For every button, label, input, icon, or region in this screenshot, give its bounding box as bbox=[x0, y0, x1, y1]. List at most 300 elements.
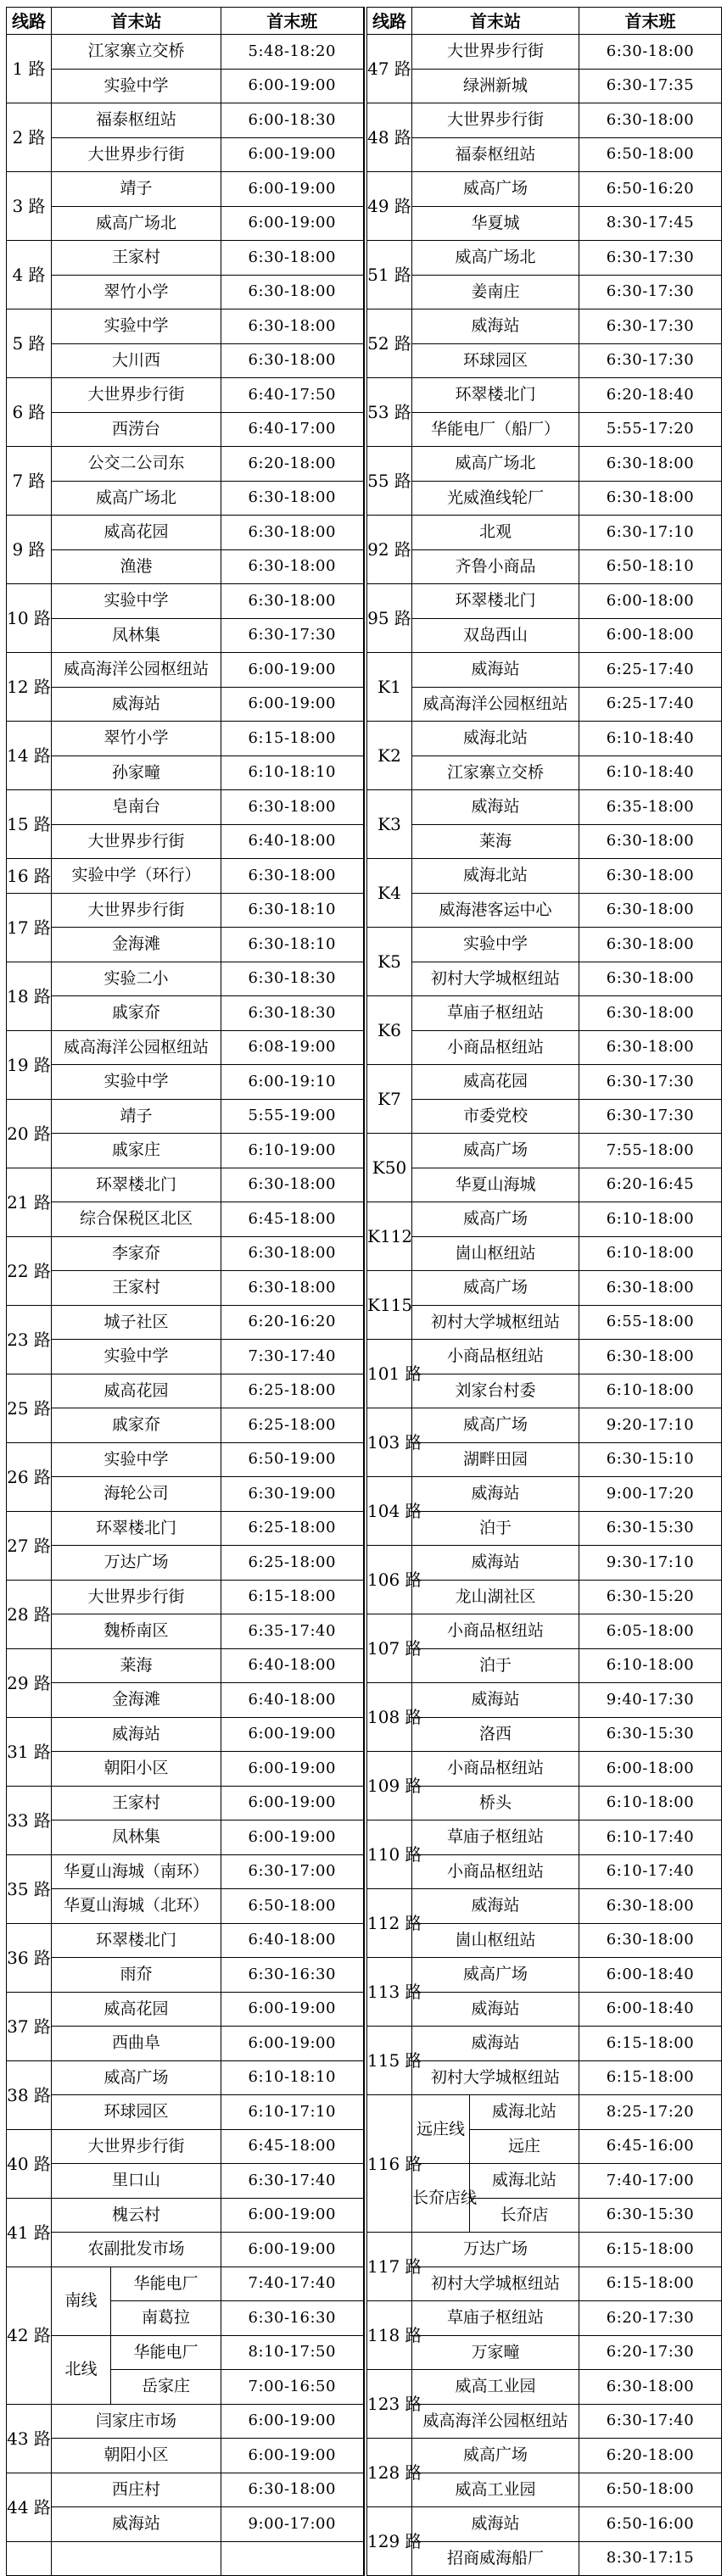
time-cell: 6:30-18:00 bbox=[221, 549, 364, 584]
time-cell: 6:35-17:40 bbox=[221, 1614, 364, 1649]
time-cell: 6:30-18:10 bbox=[221, 893, 364, 928]
time-cell: 6:30-16:30 bbox=[221, 1958, 364, 1993]
table-row bbox=[367, 516, 722, 550]
time-cell: 6:30-18:00 bbox=[221, 1168, 364, 1202]
stop-cell: 西曲阜 bbox=[52, 2027, 221, 2061]
stop-cell: 大世界步行街 bbox=[52, 824, 221, 859]
stop-cell: 大世界步行街 bbox=[52, 893, 221, 928]
route-cell: 33 路 bbox=[7, 1786, 52, 1854]
route-cell: 112 路 bbox=[367, 1889, 412, 1958]
time-cell: 6:00-19:00 bbox=[221, 69, 364, 103]
table-row bbox=[367, 378, 722, 413]
stop-cell: 戚家夼 bbox=[52, 1408, 221, 1443]
route-cell: 12 路 bbox=[7, 653, 52, 722]
time-cell: 6:25-18:00 bbox=[221, 1546, 364, 1581]
table-row bbox=[7, 2129, 364, 2164]
stop-cell: 翠竹小学 bbox=[52, 275, 221, 309]
stop-cell: 环翠楼北门 bbox=[52, 1511, 221, 1546]
time-cell: 5:55-17:20 bbox=[579, 412, 722, 447]
route-cell: 109 路 bbox=[367, 1752, 412, 1820]
stop-cell: 威高广场北 bbox=[412, 241, 579, 276]
time-cell: 6:30-18:00 bbox=[221, 584, 364, 619]
table-row bbox=[7, 996, 364, 1031]
table-row bbox=[7, 962, 364, 996]
table-row bbox=[7, 481, 364, 516]
stop-cell: 皂南台 bbox=[52, 790, 221, 825]
time-cell: 6:30-17:40 bbox=[221, 2164, 364, 2199]
time-cell: 6:10-19:00 bbox=[221, 1134, 364, 1168]
time-cell: 6:35-18:00 bbox=[579, 790, 722, 825]
time-cell bbox=[221, 2541, 364, 2576]
stop-cell: 威海北站 bbox=[470, 2095, 579, 2130]
time-cell: 6:30-18:30 bbox=[221, 962, 364, 996]
schedule-table-right bbox=[366, 7, 722, 2576]
time-cell: 6:30-18:00 bbox=[221, 790, 364, 825]
stop-cell: 凤林集 bbox=[52, 618, 221, 653]
table-row bbox=[7, 1168, 364, 1202]
stop-cell: 威高海洋公园枢纽站 bbox=[412, 687, 579, 722]
table-row bbox=[367, 309, 722, 344]
route-cell: 38 路 bbox=[7, 2060, 52, 2129]
stop-cell: 城子社区 bbox=[52, 1305, 221, 1340]
time-cell: 6:15-18:00 bbox=[579, 2267, 722, 2301]
stop-cell: 威海站 bbox=[412, 1477, 579, 1512]
table-row bbox=[7, 1134, 364, 1168]
time-cell: 6:05-18:00 bbox=[579, 1614, 722, 1649]
stop-cell: 实验中学 bbox=[52, 1065, 221, 1100]
time-cell: 7:40-17:00 bbox=[579, 2164, 722, 2199]
route-cell: K2 bbox=[367, 722, 412, 790]
time-cell: 6:10-18:10 bbox=[221, 756, 364, 790]
time-cell: 6:30-18:00 bbox=[579, 928, 722, 962]
stop-cell: 威海站 bbox=[52, 2507, 221, 2542]
stop-cell: 龙山湖社区 bbox=[412, 1580, 579, 1614]
stop-cell: 威海港客运中心 bbox=[412, 893, 579, 928]
stop-cell: 综合保税区北区 bbox=[52, 1202, 221, 1237]
time-cell: 6:30-18:00 bbox=[579, 1889, 722, 1924]
table-row bbox=[367, 2507, 722, 2542]
time-cell: 8:10-17:50 bbox=[221, 2335, 364, 2370]
stop-cell: 朝阳小区 bbox=[52, 2439, 221, 2473]
table-row bbox=[367, 722, 722, 756]
table-row bbox=[367, 549, 722, 584]
time-cell: 6:30-18:00 bbox=[221, 481, 364, 516]
stop-cell: 实验中学 bbox=[52, 309, 221, 344]
stop-cell: 北观 bbox=[412, 516, 579, 550]
route-cell: K4 bbox=[367, 859, 412, 928]
table-row bbox=[7, 1099, 364, 1134]
time-cell: 6:30-18:00 bbox=[579, 2370, 722, 2405]
time-cell: 6:25-18:00 bbox=[221, 1511, 364, 1546]
header-row bbox=[7, 8, 364, 35]
route-cell: 104 路 bbox=[367, 1477, 412, 1546]
route-cell: 110 路 bbox=[367, 1820, 412, 1889]
stop-cell: 靖子 bbox=[52, 1099, 221, 1134]
route-cell: K7 bbox=[367, 1065, 412, 1134]
time-cell: 6:30-18:00 bbox=[579, 1271, 722, 1306]
route-cell: K50 bbox=[367, 1134, 412, 1202]
table-row bbox=[367, 481, 722, 516]
time-cell: 6:50-18:00 bbox=[221, 1889, 364, 1924]
time-cell: 6:10-18:00 bbox=[579, 1648, 722, 1683]
stop-cell: 小商品枢纽站 bbox=[412, 1854, 579, 1889]
stop-cell: 华夏山海城（南环） bbox=[52, 1854, 221, 1889]
time-cell: 6:30-18:00 bbox=[579, 1340, 722, 1374]
stop-cell: 环翠楼北门 bbox=[412, 378, 579, 413]
stop-cell: 朝阳小区 bbox=[52, 1752, 221, 1787]
time-cell: 6:45-16:00 bbox=[579, 2129, 722, 2164]
table-row bbox=[367, 2233, 722, 2267]
table-row bbox=[7, 1683, 364, 1718]
time-cell: 6:30-18:00 bbox=[221, 343, 364, 378]
time-cell: 6:00-19:00 bbox=[221, 1786, 364, 1820]
time-cell: 6:00-19:00 bbox=[221, 2027, 364, 2061]
header-row bbox=[367, 8, 722, 35]
table-row bbox=[367, 2027, 722, 2061]
time-cell: 6:30-17:30 bbox=[579, 1099, 722, 1134]
stop-cell: 实验中学 bbox=[52, 584, 221, 619]
route-cell: 10 路 bbox=[7, 584, 52, 653]
route-cell: 108 路 bbox=[367, 1683, 412, 1752]
stop-cell: 泊于 bbox=[412, 1511, 579, 1546]
stop-cell: 初村大学城枢纽站 bbox=[412, 2267, 579, 2301]
stop-cell: 刘家台村委 bbox=[412, 1374, 579, 1408]
table-row bbox=[7, 928, 364, 962]
stop-cell: 福泰枢纽站 bbox=[52, 103, 221, 138]
table-row bbox=[367, 241, 722, 276]
table-row bbox=[367, 35, 722, 70]
time-cell: 6:10-18:10 bbox=[221, 2060, 364, 2095]
time-cell: 6:00-19:00 bbox=[221, 2404, 364, 2439]
table-row bbox=[7, 653, 364, 688]
stop-cell: 威海站 bbox=[52, 1717, 221, 1752]
table-row bbox=[367, 1099, 722, 1134]
stop-cell: 威海站 bbox=[412, 2027, 579, 2061]
stop-cell: 威高广场北 bbox=[52, 481, 221, 516]
table-row bbox=[7, 412, 364, 447]
time-cell: 6:10-18:00 bbox=[579, 1236, 722, 1271]
time-cell: 6:30-18:00 bbox=[579, 893, 722, 928]
stop-cell: 江家寨立交桥 bbox=[52, 35, 221, 70]
table-row bbox=[367, 756, 722, 790]
table-row bbox=[7, 2541, 364, 2576]
route-cell: K115 bbox=[367, 1271, 412, 1340]
stop-cell: 威海站 bbox=[52, 687, 221, 722]
route-cell: 27 路 bbox=[7, 1511, 52, 1580]
stop-cell: 大川西 bbox=[52, 343, 221, 378]
time-cell: 6:30-17:10 bbox=[579, 516, 722, 550]
table-row bbox=[367, 343, 722, 378]
time-cell: 6:30-18:00 bbox=[579, 447, 722, 482]
table-row bbox=[367, 584, 722, 619]
time-header: 首末班 bbox=[579, 8, 722, 35]
route-cell: 18 路 bbox=[7, 962, 52, 1030]
time-cell: 6:40-17:50 bbox=[221, 378, 364, 413]
route-cell: 19 路 bbox=[7, 1030, 52, 1099]
time-cell: 6:30-17:30 bbox=[221, 618, 364, 653]
stop-cell: 威海站 bbox=[412, 790, 579, 825]
time-cell: 5:48-18:20 bbox=[221, 35, 364, 70]
stop-cell: 远庄 bbox=[470, 2129, 579, 2164]
stop-cell: 威高广场北 bbox=[52, 206, 221, 241]
stop-cell: 槐云村 bbox=[52, 2198, 221, 2233]
bus-schedule-sheet bbox=[6, 7, 721, 2568]
table-row bbox=[367, 790, 722, 825]
table-row bbox=[367, 1030, 722, 1065]
table-row bbox=[7, 1065, 364, 1100]
stop-cell: 长夼店 bbox=[470, 2198, 579, 2233]
table-row bbox=[367, 206, 722, 241]
time-cell: 6:20-17:30 bbox=[579, 2301, 722, 2336]
table-row bbox=[7, 687, 364, 722]
stop-cell: 威海站 bbox=[412, 1992, 579, 2027]
table-row bbox=[7, 137, 364, 172]
time-cell: 6:30-15:20 bbox=[579, 1580, 722, 1614]
stop-cell: 齐鲁小商品 bbox=[412, 549, 579, 584]
route-cell: 42 路 bbox=[7, 2267, 52, 2404]
time-cell: 6:30-17:30 bbox=[579, 275, 722, 309]
stop-cell: 公交二公司东 bbox=[52, 447, 221, 482]
route-cell: 128 路 bbox=[367, 2439, 412, 2507]
table-row bbox=[367, 137, 722, 172]
time-cell: 6:10-18:40 bbox=[579, 722, 722, 756]
stop-cell: 大世界步行街 bbox=[52, 1580, 221, 1614]
stop-cell: 威高工业园 bbox=[412, 2370, 579, 2405]
stop-cell: 孙家疃 bbox=[52, 756, 221, 790]
table-row bbox=[7, 756, 364, 790]
stop-cell: 威高海洋公园枢纽站 bbox=[52, 653, 221, 688]
route-cell: 123 路 bbox=[367, 2370, 412, 2439]
table-row bbox=[7, 103, 364, 138]
time-cell: 6:25-18:00 bbox=[221, 1374, 364, 1408]
table-row bbox=[7, 2267, 364, 2301]
table-row bbox=[7, 2439, 364, 2473]
stop-cell: 渔港 bbox=[52, 549, 221, 584]
route-header: 线路 bbox=[367, 8, 412, 35]
table-row bbox=[7, 824, 364, 859]
route-cell: 95 路 bbox=[367, 584, 412, 653]
stop-cell: 小商品枢纽站 bbox=[412, 1614, 579, 1649]
table-row bbox=[367, 1546, 722, 1581]
time-cell: 6:00-19:00 bbox=[221, 2233, 364, 2267]
stop-cell: 威海站 bbox=[412, 1546, 579, 1581]
table-row bbox=[7, 2473, 364, 2507]
table-row bbox=[7, 35, 364, 70]
stop-cell: 威海北站 bbox=[470, 2164, 579, 2199]
time-cell: 6:08-19:00 bbox=[221, 1030, 364, 1065]
table-row bbox=[367, 1752, 722, 1787]
time-cell: 6:30-18:10 bbox=[221, 928, 364, 962]
stop-cell: 洛西 bbox=[412, 1717, 579, 1752]
table-row bbox=[7, 1992, 364, 2027]
stop-cell: 威高花园 bbox=[52, 1992, 221, 2027]
time-cell: 6:20-18:40 bbox=[579, 378, 722, 413]
stop-cell: 南葛拉 bbox=[111, 2301, 221, 2336]
route-cell: 2 路 bbox=[7, 103, 52, 172]
table-row bbox=[7, 1408, 364, 1443]
table-row bbox=[7, 2507, 364, 2542]
table-row bbox=[7, 1374, 364, 1408]
time-cell: 6:15-18:00 bbox=[221, 1580, 364, 1614]
stop-cell: 威高广场 bbox=[412, 1202, 579, 1237]
route-cell: 26 路 bbox=[7, 1442, 52, 1511]
table-row bbox=[7, 1236, 364, 1271]
route-cell: 107 路 bbox=[367, 1614, 412, 1683]
table-row bbox=[367, 103, 722, 138]
time-cell: 6:10-17:40 bbox=[579, 1854, 722, 1889]
time-cell: 6:20-16:45 bbox=[579, 1168, 722, 1202]
stop-cell: 雨夼 bbox=[52, 1958, 221, 1993]
stop-cell: 农副批发市场 bbox=[52, 2233, 221, 2267]
stop-cell: 华能电厂 bbox=[111, 2267, 221, 2301]
table-row bbox=[7, 1340, 364, 1374]
time-cell: 9:40-17:30 bbox=[579, 1683, 722, 1718]
route-cell: 52 路 bbox=[367, 309, 412, 378]
route-cell: 23 路 bbox=[7, 1305, 52, 1374]
time-cell: 6:10-17:40 bbox=[579, 1820, 722, 1855]
table-row bbox=[367, 2370, 722, 2405]
stop-cell: 环球园区 bbox=[52, 2095, 221, 2130]
route-cell: 48 路 bbox=[367, 103, 412, 172]
stop-cell: 威高花园 bbox=[52, 1374, 221, 1408]
stop-cell: 实验中学 bbox=[52, 1340, 221, 1374]
stop-cell: 威高广场 bbox=[52, 2060, 221, 2095]
time-cell: 6:30-17:00 bbox=[221, 1854, 364, 1889]
time-cell: 7:55-18:00 bbox=[579, 1134, 722, 1168]
route-cell: K3 bbox=[367, 790, 412, 859]
table-row bbox=[7, 2198, 364, 2233]
table-row bbox=[7, 1271, 364, 1306]
table-row bbox=[7, 1546, 364, 1581]
table-row bbox=[7, 1442, 364, 1477]
table-row bbox=[367, 893, 722, 928]
time-cell: 6:55-18:00 bbox=[579, 1305, 722, 1340]
time-cell: 6:40-18:00 bbox=[221, 824, 364, 859]
table-row bbox=[367, 1271, 722, 1306]
time-cell: 7:00-16:50 bbox=[221, 2370, 364, 2405]
time-cell: 6:20-18:00 bbox=[579, 2439, 722, 2473]
route-cell: 49 路 bbox=[367, 172, 412, 241]
stop-cell: 泊于 bbox=[412, 1648, 579, 1683]
stop-cell: 戚家夼 bbox=[52, 996, 221, 1031]
table-row bbox=[367, 2439, 722, 2473]
table-row bbox=[7, 1511, 364, 1546]
stop-cell: 岳家庄 bbox=[111, 2370, 221, 2405]
time-cell: 6:30-17:30 bbox=[579, 309, 722, 344]
table-row bbox=[367, 1065, 722, 1100]
table-row bbox=[7, 1923, 364, 1958]
stop-cell: 招商威海船厂 bbox=[412, 2541, 579, 2576]
route-cell: 116 路 bbox=[367, 2095, 412, 2233]
stop-cell: 威高广场 bbox=[412, 1408, 579, 1443]
route-cell: K5 bbox=[367, 928, 412, 996]
stop-cell: 华夏山海城 bbox=[412, 1168, 579, 1202]
time-cell: 6:00-19:00 bbox=[221, 687, 364, 722]
stop-cell: 威高花园 bbox=[412, 1065, 579, 1100]
table-row bbox=[7, 859, 364, 894]
table-row bbox=[367, 1477, 722, 1512]
stop-cell: 莱海 bbox=[52, 1648, 221, 1683]
table-row bbox=[7, 2233, 364, 2267]
time-cell: 6:30-17:40 bbox=[579, 2404, 722, 2439]
stop-cell: 威海站 bbox=[412, 1683, 579, 1718]
route-cell: 21 路 bbox=[7, 1168, 52, 1236]
table-row bbox=[7, 1614, 364, 1649]
time-cell: 6:30-18:00 bbox=[221, 309, 364, 344]
stop-cell: 环翠楼北门 bbox=[412, 584, 579, 619]
table-row bbox=[7, 584, 364, 619]
time-cell: 6:45-18:00 bbox=[221, 1202, 364, 1237]
time-cell: 8:25-17:20 bbox=[579, 2095, 722, 2130]
time-cell: 6:30-17:30 bbox=[579, 241, 722, 276]
time-cell: 6:00-19:00 bbox=[221, 1717, 364, 1752]
stop-cell: 威海北站 bbox=[412, 859, 579, 894]
table-row bbox=[367, 1202, 722, 1237]
table-row bbox=[367, 859, 722, 894]
stop-cell: 金海滩 bbox=[52, 1683, 221, 1718]
stop-cell: 凤林集 bbox=[52, 1820, 221, 1855]
time-cell: 6:30-18:00 bbox=[579, 824, 722, 859]
stop-header: 首末站 bbox=[52, 8, 221, 35]
table-row bbox=[7, 893, 364, 928]
table-row bbox=[367, 1236, 722, 1271]
route-cell: 106 路 bbox=[367, 1546, 412, 1614]
table-row bbox=[7, 309, 364, 344]
time-cell: 6:00-19:00 bbox=[221, 653, 364, 688]
time-cell: 6:50-19:00 bbox=[221, 1442, 364, 1477]
stop-cell: 崮山枢纽站 bbox=[412, 1923, 579, 1958]
time-cell: 6:00-19:00 bbox=[221, 1752, 364, 1787]
time-cell: 6:40-17:00 bbox=[221, 412, 364, 447]
time-cell: 6:40-18:00 bbox=[221, 1648, 364, 1683]
route-cell: 115 路 bbox=[367, 2027, 412, 2095]
stop-cell: 实验中学 bbox=[52, 69, 221, 103]
table-row bbox=[367, 2095, 722, 2130]
stop-cell: 华能电厂 bbox=[111, 2335, 221, 2370]
table-row bbox=[7, 172, 364, 207]
time-cell: 6:00-18:00 bbox=[579, 1752, 722, 1787]
time-cell: 6:00-19:00 bbox=[221, 172, 364, 207]
table-row bbox=[367, 2301, 722, 2336]
time-cell: 6:50-18:10 bbox=[579, 549, 722, 584]
route-cell: 47 路 bbox=[367, 35, 412, 103]
stop-cell: 实验中学（环行） bbox=[52, 859, 221, 894]
stop-cell: 威海站 bbox=[412, 2507, 579, 2542]
time-cell: 6:30-16:30 bbox=[221, 2301, 364, 2336]
time-cell: 6:00-19:00 bbox=[221, 2198, 364, 2233]
stop-cell: 大世界步行街 bbox=[412, 103, 579, 138]
route-cell: 1 路 bbox=[7, 35, 52, 103]
table-row bbox=[367, 1408, 722, 1443]
branch-cell: 北线 bbox=[52, 2335, 111, 2404]
stop-cell: 李家夼 bbox=[52, 1236, 221, 1271]
route-cell: 113 路 bbox=[367, 1958, 412, 2027]
stop-cell: 威海站 bbox=[412, 1889, 579, 1924]
route-cell: 41 路 bbox=[7, 2198, 52, 2267]
time-cell: 6:30-18:00 bbox=[221, 859, 364, 894]
time-cell: 6:30-15:30 bbox=[579, 2198, 722, 2233]
time-cell: 6:15-18:00 bbox=[579, 2060, 722, 2095]
table-row bbox=[7, 343, 364, 378]
table-row bbox=[7, 2164, 364, 2199]
stop-cell: 湖畔田园 bbox=[412, 1442, 579, 1477]
stop-cell: 威高工业园 bbox=[412, 2473, 579, 2507]
stop-cell: 姜南庄 bbox=[412, 275, 579, 309]
stop-cell: 王家村 bbox=[52, 1271, 221, 1306]
route-cell: 92 路 bbox=[367, 516, 412, 584]
table-row bbox=[367, 928, 722, 962]
time-cell: 6:30-18:00 bbox=[579, 1030, 722, 1065]
